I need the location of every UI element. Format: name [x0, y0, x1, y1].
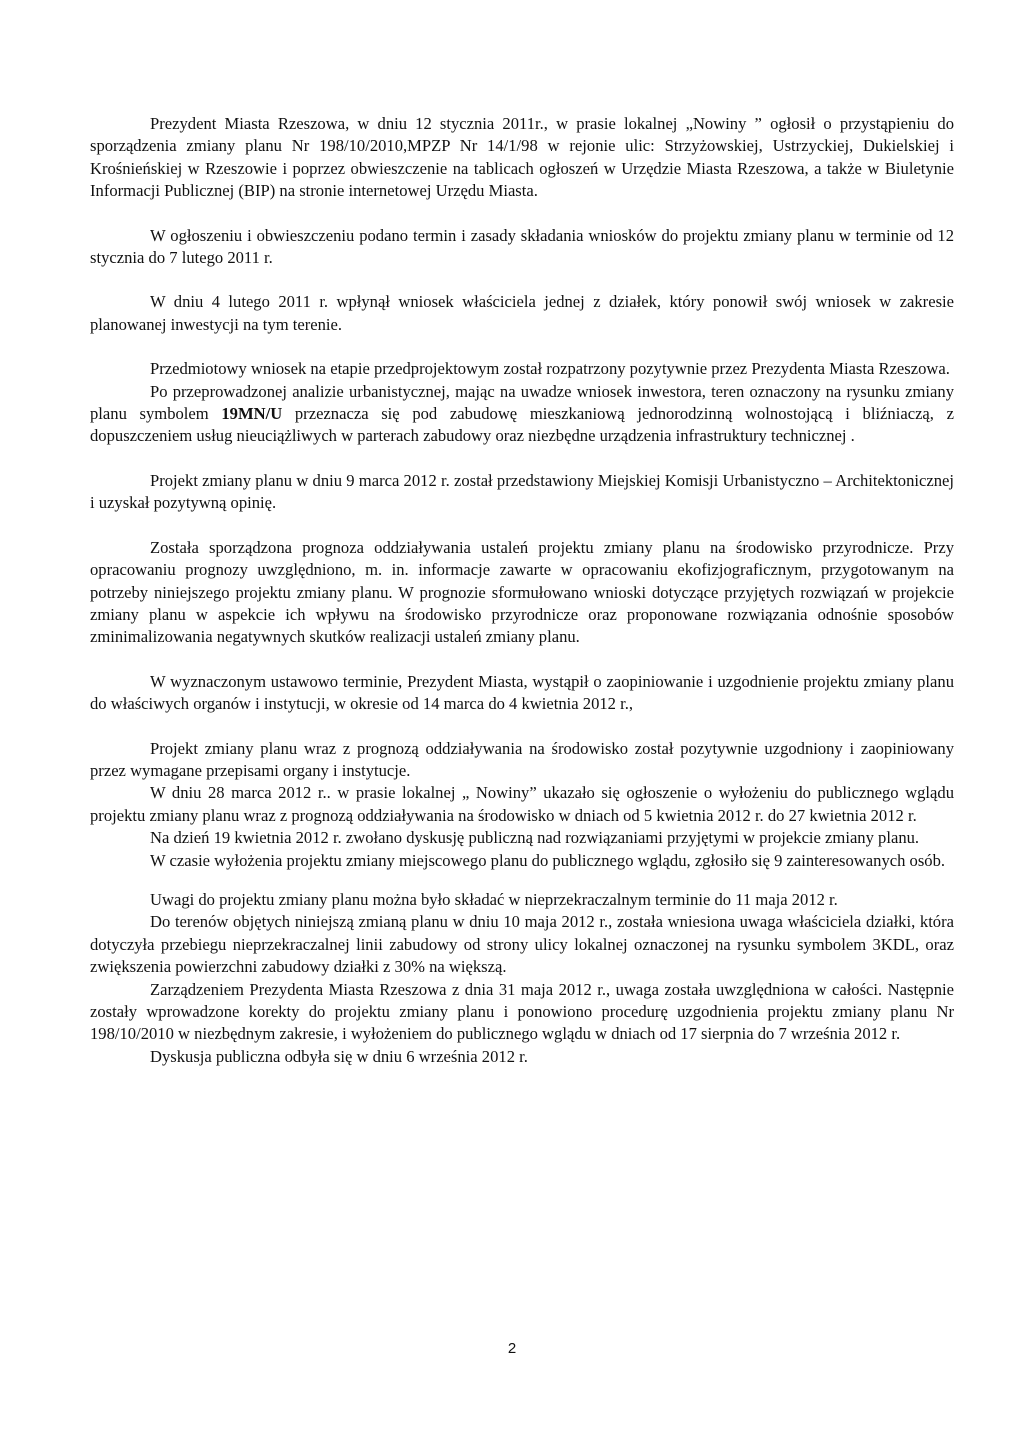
paragraph-ordinance: Zarządzeniem Prezydenta Miasta Rzeszowa z dnia 31 maja 2012 r., uwaga została uwzględniona w całości. Następnie zostały wprowadzone korekty do projektu zmiany planu i ponowiono procedurę uzgodnienia projektu zmiany planu Nr 198/10/2010 w niezbędnym zakresie, i wyłożeniem do publicznego wglądu w dniach od 17 sierpnia do 7 września 2012 r. [90, 979, 954, 1044]
paragraph-interested-persons: W czasie wyłożenia projektu zmiany miejscowego planu do publicznego wglądu, zgłosiło się 9 zainteresowanych osób. [150, 850, 946, 870]
paragraph-urban-analysis [90, 381, 954, 448]
urban-analysis-text-start: Po przeprowadzonej analizie urbanistycznej, mając na uwadze wniosek inwestora, teren oznaczony na rysunku zmiany planu symbolem [90, 381, 954, 424]
paragraph-owner-request: W dniu 4 lutego 2011 r. wpłynął wniosek właściciela jednej z działek, który ponowił swój wniosek w zakresie planowanej inwestycji na tym terenie. [90, 292, 954, 334]
paragraph-consultation: W wyznaczonym ustawowo terminie, Prezydent Miasta, wystąpił o zaopiniowanie i uzgodnienie projektu zmiany planu do właściwych organów i instytucji, w okresie od 14 marca do 4 kwietnia 2012 r., [90, 671, 954, 714]
paragraph-approval: Projekt zmiany planu wraz z prognozą oddziaływania na środowisko został pozytywnie uzgodniony i zaopiniowany przez wymagane przepisami organy i instytucje. [90, 738, 954, 780]
paragraph-public-display: W dniu 28 marca 2012 r.. w prasie lokalnej „ Nowiny” ukazało się ogłoszenie o wyłożeniu do publicznego wglądu projektu zmiany planu wraz z prognozą oddziaływania na środowisko w dniach od 5 kwietnia 2012 r. do 27 kwietnia 2012 r. [90, 783, 954, 825]
paragraph-commission-opinion: Projekt zmiany planu w dniu 9 marca 2012 r. został przedstawiony Miejskiej Komisji Urbanistyczno – Architektonicznej i uzyskał pozytywną opinię. [90, 470, 954, 513]
paragraph-owner-comment: Do terenów objętych niniejszą zmianą planu w dniu 10 maja 2012 r., została wniesiona uwaga właściciela działki, która dotyczyła przebiegu nieprzekraczalnej linii zabudowy od strony ulicy lokalnej oznaczonej na rysunku symbolem 3KDL, oraz zwiększenia powierzchni zabudowy działki z 30% na większą. [90, 912, 954, 977]
page-number: 2 [507, 1340, 517, 1357]
paragraph-comments-deadline: Uwagi do projektu zmiany planu można było składać w nieprzekraczalnym terminie do 11 maja 2012 r. [150, 889, 838, 909]
document-body [90, 113, 954, 1068]
paragraph-request-review: Przedmiotowy wniosek na etapie przedprojektowym został rozpatrzony pozytywnie przez Prezydenta Miasta Rzeszowa. [150, 359, 950, 379]
paragraph-public-discussion: Na dzień 19 kwietnia 2012 r. zwołano dyskusję publiczną nad rozwiązaniami przyjętymi w projekcie zmiany planu. [150, 828, 920, 848]
paragraph-announcement: Prezydent Miasta Rzeszowa, w dniu 12 stycznia 2011r., w prasie lokalnej „Nowiny ” ogłosił o przystąpieniu do sporządzenia zmiany planu Nr 198/10/2010,MPZP Nr 14/1/98 w rejonie ulic: Strzyżowskiej, Ustrzyckiej, Dukielskiej i Krośnieńskiej w Rzeszowie i poprzez obwieszczenie na tablicach ogłoszeń w Urzędzie Miasta Rzeszowa, a także w Biuletynie Informacji Publicznej (BIP) na stronie internetowej Urzędu Miasta. [90, 114, 954, 201]
paragraph-environmental-forecast: Została sporządzona prognoza oddziaływania ustaleń projektu zmiany planu na środowisko przyrodnicze. Przy opracowaniu prognozy uwzględniono, m. in. informacje zawarte w opracowaniu ekofizjograficznym, przygotowanym na potrzeby niniejszego projektu zmiany planu. W prognozie sformułowano wnioski dotyczące przyjętych rozwiązań w projekcie zmiany planu w aspekcie ich wpływu na środowisko przyrodnicze oraz proponowane rozwiązania odnośnie sposobów zminimalizowania negatywnych skutków realizacji ustaleń zmiany planu. [90, 537, 954, 647]
paragraph-final-discussion: Dyskusja publiczna odbyła się w dniu 6 września 2012 r. [150, 1046, 528, 1066]
zone-symbol: 19MN/U [221, 404, 283, 424]
urban-analysis-text-end: przeznacza się pod zabudowę mieszkaniową jednorodzinną wolnostojącą i bliźniaczą, z dopuszczeniem usług nieuciążliwych w parterach zabudowy oraz niezbędne urządzenia infrastruktury technicznej . [90, 404, 954, 446]
paragraph-submission-terms: W ogłoszeniu i obwieszczeniu podano termin i zasady składania wniosków do projektu zmiany planu w terminie od 12 stycznia do 7 lutego 2011 r. [90, 225, 954, 268]
